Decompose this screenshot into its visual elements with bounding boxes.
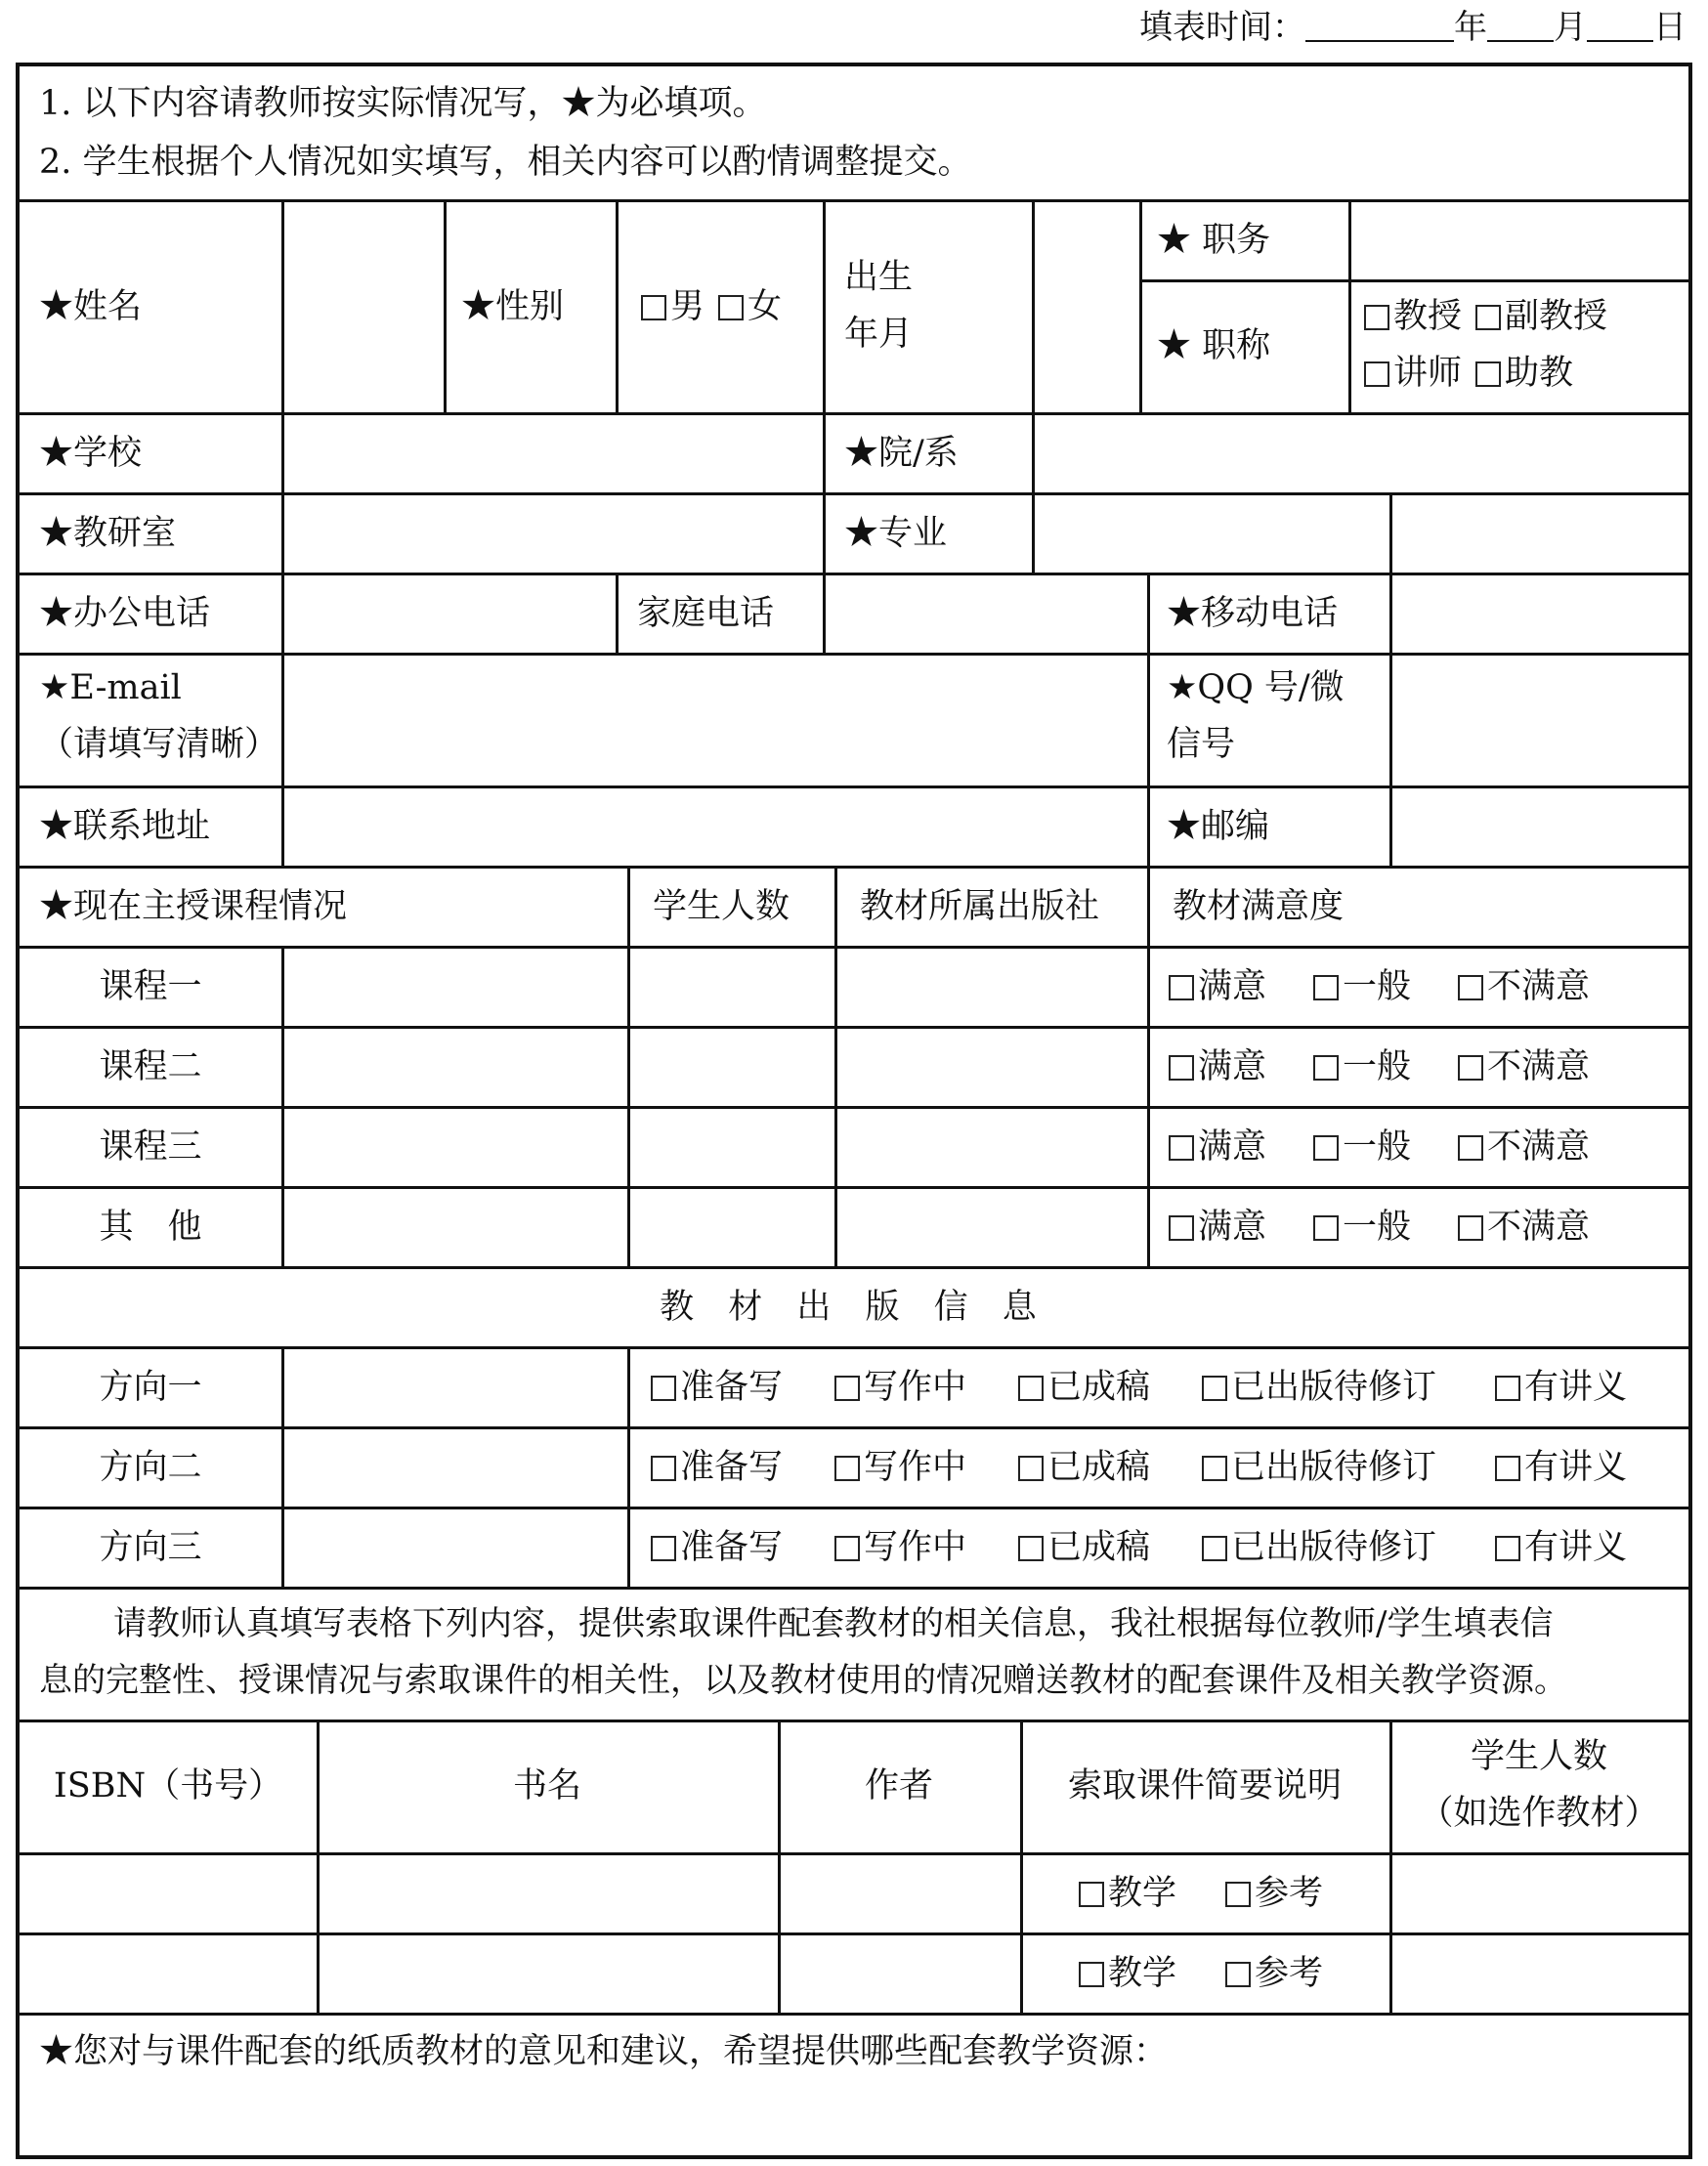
checkbox-icon[interactable]: [1225, 1882, 1251, 1907]
desc-header: 索取课件简要说明: [1067, 1766, 1342, 1805]
status-options: [651, 1360, 1627, 1415]
satisfaction-option-label: 不满意: [1487, 1208, 1591, 1247]
purpose-option-label: 参考: [1255, 1954, 1324, 1993]
gender-option-label: 女: [747, 287, 783, 326]
satisfaction-options: [1169, 1120, 1590, 1174]
satisfaction-option[interactable]: [1313, 959, 1458, 1014]
checkbox-icon[interactable]: [1313, 1215, 1339, 1241]
status-option[interactable]: [1202, 1360, 1495, 1415]
row-divider: [20, 1186, 1688, 1189]
satisfaction-option-label: 满意: [1198, 967, 1267, 1006]
checkbox-icon[interactable]: [651, 1456, 676, 1481]
status-option-label: 准备写: [680, 1368, 784, 1407]
checkbox-icon[interactable]: [1313, 975, 1339, 1000]
students-header: 学生人数: [653, 887, 790, 926]
mobile-label: ★移动电话: [1167, 594, 1339, 633]
row-divider: [20, 1346, 1688, 1349]
title-option-label: 讲师: [1393, 354, 1463, 393]
checkbox-icon[interactable]: [1475, 305, 1501, 330]
col-divider: [1032, 492, 1035, 573]
row-divider: [20, 1587, 1688, 1590]
title-option-professor[interactable]: [1364, 289, 1462, 344]
checkbox-icon[interactable]: [1495, 1456, 1520, 1481]
satisfaction-option-label: 一般: [1343, 967, 1412, 1006]
gender-option-male[interactable]: [641, 279, 705, 334]
status-option[interactable]: [1495, 1360, 1627, 1415]
satisfaction-option-label: 满意: [1198, 1208, 1267, 1247]
purpose-option-teaching[interactable]: [1079, 1866, 1225, 1921]
col-divider: [1147, 866, 1150, 1266]
email-label: ★E-mail: [39, 668, 182, 707]
col-divider: [281, 412, 284, 492]
major-label: ★专业: [844, 514, 948, 553]
checkbox-icon[interactable]: [1495, 1376, 1520, 1401]
satisfaction-option[interactable]: [1169, 1200, 1313, 1254]
status-option[interactable]: [1495, 1440, 1627, 1495]
row-divider: [20, 1026, 1688, 1029]
postcode-label: ★邮编: [1167, 807, 1270, 846]
instruction-line-2: 息的完整性、授课情况与索取课件的相关性，以及教材使用的情况赠送教材的配套课件及相关教学资源。: [39, 1661, 1567, 1700]
purpose-options: [1079, 1866, 1323, 1921]
col-divider: [1389, 573, 1392, 653]
checkbox-icon[interactable]: [1458, 1055, 1483, 1081]
checkbox-icon[interactable]: [718, 295, 744, 320]
birth-label-line2: 年月: [844, 315, 914, 354]
satisfaction-option-label: 不满意: [1487, 1047, 1591, 1086]
status-option[interactable]: [1018, 1360, 1202, 1415]
col-divider: [823, 199, 826, 412]
checkbox-icon[interactable]: [834, 1376, 860, 1401]
year-label: 年: [1454, 8, 1487, 47]
col-divider: [823, 573, 826, 653]
checkbox-icon[interactable]: [1225, 1962, 1251, 1987]
title-option-label: 教授: [1393, 297, 1463, 336]
checkbox-icon[interactable]: [834, 1456, 860, 1481]
row-divider: [20, 653, 1688, 656]
status-options: [651, 1520, 1627, 1575]
status-option[interactable]: [651, 1520, 834, 1575]
checkbox-icon[interactable]: [1018, 1376, 1044, 1401]
publisher-header: 教材所属出版社: [860, 887, 1100, 926]
status-option-label: 准备写: [680, 1448, 784, 1487]
col-divider: [1348, 199, 1351, 412]
row-divider: [20, 492, 1688, 495]
col-divider: [834, 866, 837, 1266]
col-divider: [281, 199, 284, 412]
row-divider: [20, 1852, 1688, 1855]
status-option-label: 已成稿: [1047, 1368, 1151, 1407]
purpose-option-reference[interactable]: [1225, 1946, 1323, 2001]
title-options-row1: [1364, 289, 1607, 344]
satisfaction-option-label: 满意: [1198, 1127, 1267, 1167]
checkbox-icon[interactable]: [1202, 1536, 1227, 1561]
school-label: ★学校: [39, 434, 143, 473]
gender-options: [641, 279, 782, 334]
satisfaction-option[interactable]: [1458, 959, 1590, 1014]
purpose-option-label: 教学: [1108, 1954, 1177, 1993]
checkbox-icon[interactable]: [1475, 361, 1501, 387]
satisfaction-options: [1169, 1040, 1590, 1094]
dept-label: ★院/系: [844, 434, 959, 473]
purpose-option-label: 参考: [1255, 1874, 1324, 1913]
satisfaction-option[interactable]: [1169, 1120, 1313, 1174]
row-divider: [20, 1507, 1688, 1509]
row-divider: [20, 412, 1688, 415]
col-divider: [1147, 573, 1150, 653]
form-table: [16, 63, 1692, 2159]
checkbox-icon[interactable]: [1169, 1055, 1194, 1081]
checkbox-icon[interactable]: [1458, 1135, 1483, 1161]
title-option-assoc-professor[interactable]: [1475, 289, 1607, 344]
col-divider: [1139, 199, 1142, 412]
satisfaction-option[interactable]: [1169, 959, 1313, 1014]
checkbox-icon[interactable]: [1495, 1536, 1520, 1561]
checkbox-icon[interactable]: [1202, 1376, 1227, 1401]
course-row-label: 课程一: [99, 967, 202, 1006]
col-divider: [823, 412, 826, 492]
checkbox-icon[interactable]: [1169, 1135, 1194, 1161]
book-header: 书名: [512, 1766, 581, 1805]
satisfaction-option[interactable]: [1313, 1120, 1458, 1174]
direction-label: 方向二: [99, 1448, 202, 1487]
satisfaction-options: [1169, 959, 1590, 1014]
col-divider: [823, 492, 826, 573]
fill-date-label: 填表时间：: [1139, 8, 1305, 47]
col-divider: [1032, 199, 1035, 412]
satisfaction-option[interactable]: [1313, 1040, 1458, 1094]
purpose-option-reference[interactable]: [1225, 1866, 1323, 1921]
direction-label: 方向三: [99, 1528, 202, 1567]
status-option[interactable]: [651, 1360, 834, 1415]
col-divider: [281, 946, 284, 1266]
satisfaction-option[interactable]: [1458, 1200, 1590, 1254]
note-1: 1. 以下内容请教师按实际情况写，★为必填项。: [39, 84, 767, 123]
office-phone-label: ★办公电话: [39, 594, 211, 633]
position-label: ★ 职务: [1157, 221, 1271, 260]
row-divider: [20, 1106, 1688, 1109]
checkbox-icon[interactable]: [834, 1536, 860, 1561]
status-option-label: 已成稿: [1047, 1528, 1151, 1567]
row-divider: [20, 866, 1688, 869]
checkbox-icon[interactable]: [1313, 1055, 1339, 1081]
fill-date: [1139, 2, 1687, 53]
col-divider: [616, 573, 619, 653]
status-option[interactable]: [651, 1440, 834, 1495]
birth-label-line1: 出生: [844, 258, 914, 297]
gender-option-label: 男: [670, 287, 705, 326]
note-2: 2. 学生根据个人情况如实填写，相关内容可以酌情调整提交。: [39, 143, 972, 182]
status-option[interactable]: [834, 1520, 1018, 1575]
satisfaction-option[interactable]: [1458, 1120, 1590, 1174]
feedback-label: ★您对与课件配套的纸质教材的意见和建议，希望提供哪些配套教学资源：: [39, 2032, 1169, 2071]
row-divider: [1139, 279, 1688, 282]
request-students-header-1: 学生人数: [1470, 1737, 1607, 1776]
status-option-label: 准备写: [680, 1528, 784, 1567]
status-option[interactable]: [1495, 1520, 1627, 1575]
gender-option-female[interactable]: [718, 279, 782, 334]
row-divider: [20, 946, 1688, 949]
checkbox-icon[interactable]: [1364, 361, 1389, 387]
col-divider: [444, 199, 447, 412]
author-header: 作者: [864, 1766, 933, 1805]
satisfaction-header: 教材满意度: [1173, 887, 1345, 926]
status-option[interactable]: [1202, 1440, 1495, 1495]
status-option-label: 已出版待修订: [1231, 1528, 1437, 1567]
purpose-option-teaching[interactable]: [1079, 1946, 1225, 2001]
col-divider: [627, 1346, 630, 1587]
year-blank[interactable]: [1305, 5, 1454, 42]
title-options-row2: [1364, 346, 1573, 401]
status-option-label: 写作中: [864, 1368, 967, 1407]
checkbox-icon[interactable]: [651, 1536, 676, 1561]
col-divider: [281, 492, 284, 573]
courses-header: ★现在主授课程情况: [39, 887, 348, 926]
satisfaction-option-label: 不满意: [1487, 1127, 1591, 1167]
checkbox-icon[interactable]: [1169, 975, 1194, 1000]
course-row-label: 其 他: [99, 1208, 202, 1247]
satisfaction-option[interactable]: [1313, 1200, 1458, 1254]
title-option-label: 副教授: [1505, 297, 1608, 336]
home-phone-label: 家庭电话: [637, 594, 775, 633]
checkbox-icon[interactable]: [1458, 1215, 1483, 1241]
course-row-label: 课程二: [99, 1047, 202, 1086]
qq-label-line2: 信号: [1167, 725, 1236, 764]
checkbox-icon[interactable]: [1018, 1536, 1044, 1561]
satisfaction-option-label: 一般: [1343, 1208, 1412, 1247]
checkbox-icon[interactable]: [1313, 1135, 1339, 1161]
office-label: ★教研室: [39, 514, 177, 553]
col-divider: [1147, 653, 1150, 866]
gender-label: ★性别: [461, 287, 565, 326]
col-divider: [1389, 653, 1392, 866]
status-option-label: 已出版待修订: [1231, 1448, 1437, 1487]
address-label: ★联系地址: [39, 807, 211, 846]
row-divider: [20, 573, 1688, 575]
qq-label-line1: ★QQ 号/微: [1167, 668, 1345, 707]
month-blank[interactable]: [1487, 5, 1554, 42]
course-row-label: 课程三: [99, 1127, 202, 1167]
col-divider: [616, 199, 619, 412]
checkbox-icon[interactable]: [1364, 305, 1389, 330]
satisfaction-option-label: 一般: [1343, 1127, 1412, 1167]
col-divider: [281, 653, 284, 866]
title-option-label: 助教: [1505, 354, 1574, 393]
status-option[interactable]: [834, 1360, 1018, 1415]
purpose-options: [1079, 1946, 1323, 2001]
col-divider: [281, 1346, 284, 1587]
status-option[interactable]: [1202, 1520, 1495, 1575]
title-label: ★ 职称: [1157, 326, 1271, 365]
satisfaction-options: [1169, 1200, 1590, 1254]
feedback-area[interactable]: [20, 2085, 1688, 2153]
checkbox-icon[interactable]: [1079, 1882, 1104, 1907]
checkbox-icon[interactable]: [1458, 975, 1483, 1000]
status-option[interactable]: [1018, 1520, 1202, 1575]
row-divider: [20, 1932, 1688, 1935]
status-option-label: 写作中: [864, 1448, 967, 1487]
checkbox-icon[interactable]: [651, 1376, 676, 1401]
name-label: ★姓名: [39, 287, 143, 326]
status-option-label: 已成稿: [1047, 1448, 1151, 1487]
col-divider: [281, 573, 284, 653]
month-label: 月: [1554, 8, 1587, 47]
day-blank[interactable]: [1587, 5, 1653, 42]
status-options: [651, 1440, 1627, 1495]
publishing-title: 教 材 出 版 信 息: [660, 1288, 1048, 1327]
col-divider: [1389, 492, 1392, 573]
status-option-label: 已出版待修订: [1231, 1368, 1437, 1407]
purpose-option-label: 教学: [1108, 1874, 1177, 1913]
row-divider: [20, 1266, 1688, 1269]
email-note: （请填写清晰）: [39, 725, 279, 764]
direction-label: 方向一: [99, 1368, 202, 1407]
request-students-header-2: （如选作教材）: [1419, 1794, 1659, 1833]
instruction-line-1: 请教师认真填写表格下列内容，提供索取课件配套教材的相关信息，我社根据每位教师/学生填表信: [113, 1604, 1554, 1643]
checkbox-icon[interactable]: [641, 295, 666, 320]
isbn-header: ISBN（书号）: [53, 1766, 283, 1805]
row-divider: [20, 1426, 1688, 1429]
satisfaction-option[interactable]: [1458, 1040, 1590, 1094]
status-option[interactable]: [1018, 1440, 1202, 1495]
checkbox-icon[interactable]: [1079, 1962, 1104, 1987]
status-option-label: 有讲义: [1524, 1448, 1628, 1487]
status-option-label: 写作中: [864, 1528, 967, 1567]
row-divider: [20, 2013, 1688, 2016]
checkbox-icon[interactable]: [1018, 1456, 1044, 1481]
status-option-label: 有讲义: [1524, 1528, 1628, 1567]
col-divider: [627, 866, 630, 1266]
title-option-assistant[interactable]: [1475, 346, 1573, 401]
status-option[interactable]: [834, 1440, 1018, 1495]
satisfaction-option-label: 满意: [1198, 1047, 1267, 1086]
col-divider: [1032, 412, 1035, 492]
status-option-label: 有讲义: [1524, 1368, 1628, 1407]
title-option-lecturer[interactable]: [1364, 346, 1462, 401]
row-divider: [20, 199, 1688, 202]
checkbox-icon[interactable]: [1202, 1456, 1227, 1481]
day-label: 日: [1653, 8, 1687, 47]
checkbox-icon[interactable]: [1169, 1215, 1194, 1241]
satisfaction-option[interactable]: [1169, 1040, 1313, 1094]
satisfaction-option-label: 不满意: [1487, 967, 1591, 1006]
row-divider: [20, 1720, 1688, 1722]
satisfaction-option-label: 一般: [1343, 1047, 1412, 1086]
row-divider: [20, 786, 1688, 788]
